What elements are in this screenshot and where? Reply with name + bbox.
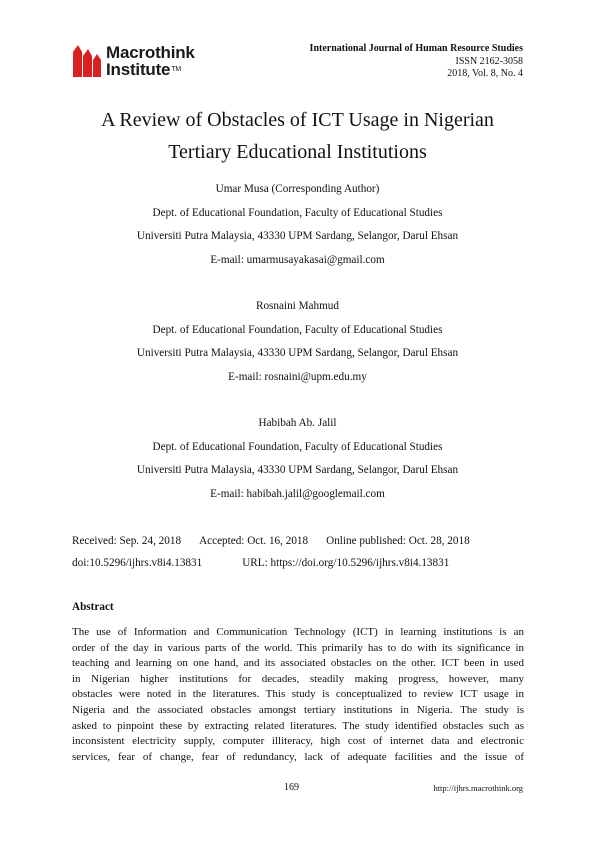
author-email: E-mail: habibah.jalil@googlemail.com: [210, 487, 385, 500]
page-number: 169: [284, 782, 299, 793]
title-line-2: Tertiary Educational Institutions: [168, 141, 427, 163]
author-email: E-mail: rosnaini@upm.edu.my: [228, 370, 367, 383]
abstract-heading: Abstract: [72, 601, 114, 613]
abstract-body: [72, 625, 524, 765]
author-3: [60, 412, 535, 506]
doi-text: doi:10.5296/ijhrs.v8i4.13831: [72, 557, 203, 569]
published-date: Online published: Oct. 28, 2018: [326, 535, 470, 547]
accepted-date: Accepted: Oct. 16, 2018: [199, 535, 309, 547]
journal-header: [310, 43, 523, 81]
author-2: [60, 295, 535, 389]
author-university: Universiti Putra Malaysia, 43330 UPM Sardang, Selangor, Darul Ehsan: [136, 230, 459, 242]
paper-title: [60, 104, 535, 168]
abstract-line: obstacles were noted in the literatures. This study is conceptualized to review ICT usage in: [72, 688, 524, 701]
author-department: Dept. of Educational Foundation, Faculty of Educational Studies: [152, 440, 443, 453]
author-1: [60, 178, 535, 272]
journal-name: International Journal of Human Resource Studies: [309, 43, 523, 54]
title-line-1: A Review of Obstacles of ICT Usage in Nigerian: [101, 109, 494, 131]
abstract-line: teaching and learning on one hand, and its associated obstacles on the other. ICT been in used: [72, 657, 524, 670]
author-name: Habibah Ab. Jalil: [258, 417, 337, 429]
author-name: Rosnaini Mahmud: [256, 300, 339, 312]
logo-wordmark: [106, 44, 195, 78]
abstract-line: order of the day in various parts of the world. This primarily has to do with its significance in: [72, 641, 524, 654]
logo-line-2: Institute: [106, 60, 171, 79]
abstract-line: inconsistent electricity supply, computer illiteracy, high cost of internet data and electronic: [72, 735, 524, 748]
abstract-line: The use of Information and Communication Technology (ICT) in learning institutions is an: [72, 626, 524, 638]
author-name: Umar Musa (Corresponding Author): [215, 183, 380, 195]
author-block: [60, 178, 535, 529]
publisher-logo: [72, 43, 195, 79]
doi-url-link[interactable]: URL: https://doi.org/10.5296/ijhrs.v8i4.13831: [242, 557, 450, 569]
received-date: Received: Sep. 24, 2018: [72, 535, 182, 547]
abstract-line: services, fear of change, fear of redundancy, lack of adequate facilities and the issue of: [72, 750, 524, 763]
author-email: E-mail: umarmusayakasai@gmail.com: [210, 253, 385, 266]
logo-trademark: TM: [171, 66, 182, 73]
journal-issn: ISSN 2162-3058: [455, 55, 523, 67]
footer-url-link[interactable]: http://ijhrs.macrothink.org: [433, 783, 523, 793]
author-university: Universiti Putra Malaysia, 43330 UPM Sardang, Selangor, Darul Ehsan: [136, 347, 459, 359]
author-department: Dept. of Educational Foundation, Faculty of Educational Studies: [152, 206, 443, 219]
logo-line-1: Macrothink: [106, 43, 195, 62]
author-university: Universiti Putra Malaysia, 43330 UPM Sardang, Selangor, Darul Ehsan: [136, 464, 459, 476]
abstract-line: in Nigerian higher institutions for decades, steadily making progress, however, many: [72, 672, 524, 685]
abstract-line: Nigeria and the associated obstacles amongst tertiary institutions in Nigeria. The study is: [72, 703, 524, 716]
publication-info: [72, 530, 524, 574]
journal-volume: 2018, Vol. 8, No. 4: [447, 68, 523, 79]
author-department: Dept. of Educational Foundation, Faculty of Educational Studies: [152, 323, 443, 336]
abstract-line: asked to pinpoint these by extracting related literatures. The study identified obstacles such as: [72, 719, 524, 732]
macrothink-logo-icon: [72, 44, 102, 78]
